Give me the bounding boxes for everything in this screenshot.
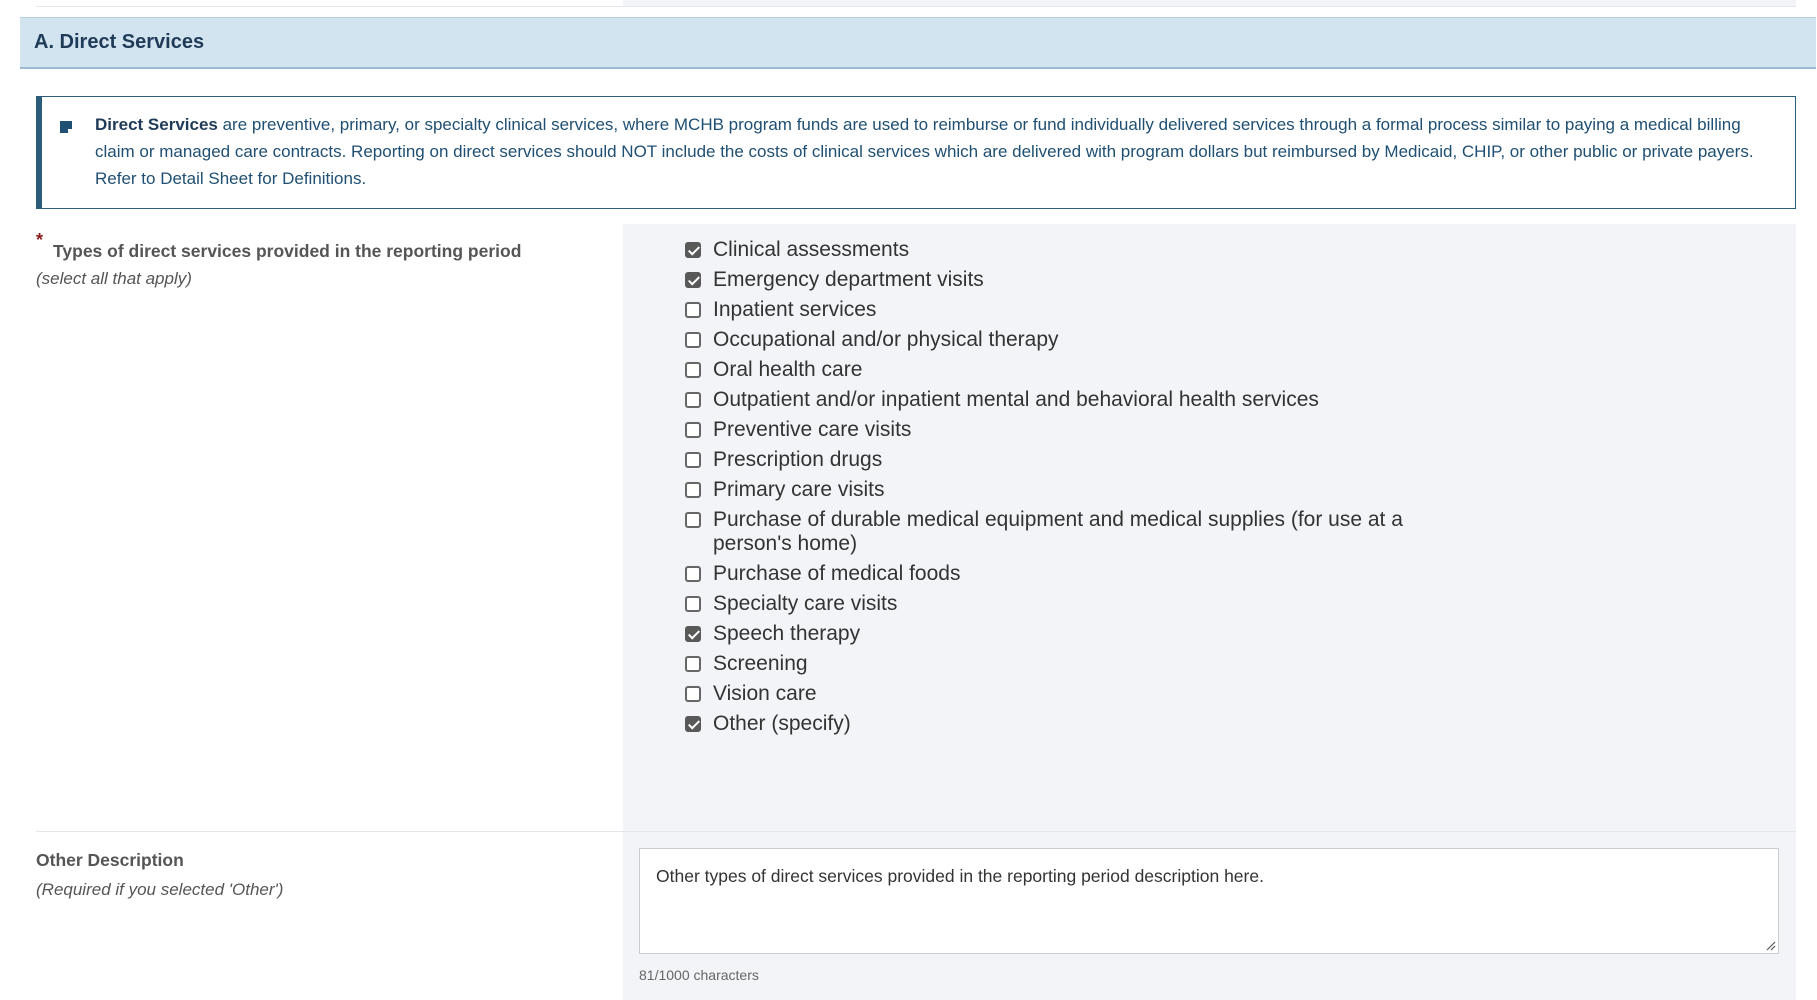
other-input-cell [623, 832, 1796, 1000]
checkbox-unchecked[interactable] [685, 482, 701, 498]
other-description-label: Other Description [36, 850, 184, 870]
section-header [20, 17, 1816, 69]
question-label-cell [36, 224, 623, 831]
section-title: A. Direct Services [34, 31, 205, 53]
info-text [95, 111, 1785, 192]
previous-row-left [36, 0, 623, 7]
checkbox-label: Inpatient services [713, 298, 877, 321]
checkbox-option[interactable] [685, 592, 1445, 616]
direct-services-question [36, 224, 1796, 831]
checkbox-label: Prescription drugs [713, 448, 883, 471]
checkbox-checked[interactable] [685, 242, 701, 258]
checkbox-label: Speech therapy [713, 622, 861, 645]
character-count: 81/1000 characters [639, 967, 759, 983]
checkbox-option[interactable] [685, 478, 1445, 502]
checkbox-option[interactable] [685, 358, 1445, 382]
checkbox-label: Purchase of medical foods [713, 562, 961, 585]
checkbox-option[interactable] [685, 712, 1445, 736]
other-description-row [36, 832, 1796, 1000]
checkbox-unchecked[interactable] [685, 686, 701, 702]
question-hint: (select all that apply) [36, 269, 192, 288]
checkbox-option[interactable] [685, 238, 1445, 262]
checkbox-option[interactable] [685, 328, 1445, 352]
checkbox-option[interactable] [685, 622, 1445, 646]
checkbox-unchecked[interactable] [685, 452, 701, 468]
checkbox-unchecked[interactable] [685, 302, 701, 318]
checkbox-option[interactable] [685, 652, 1445, 676]
checkbox-label: Occupational and/or physical therapy [713, 328, 1059, 351]
checkbox-label: Preventive care visits [713, 418, 912, 441]
previous-row-edge [0, 0, 1817, 10]
checkbox-checked[interactable] [685, 626, 701, 642]
info-callout [36, 96, 1796, 209]
other-description-hint: (Required if you selected 'Other') [36, 880, 284, 899]
resize-grip-icon[interactable] [1764, 939, 1776, 951]
checkbox-label: Vision care [713, 682, 817, 705]
checkbox-label: Oral health care [713, 358, 863, 381]
checkbox-label: Clinical assessments [713, 238, 910, 261]
question-label: Types of direct services provided in the reporting period [53, 241, 522, 261]
checkbox-option[interactable] [685, 562, 1445, 586]
checkbox-label: Emergency department visits [713, 268, 984, 291]
checkbox-unchecked[interactable] [685, 392, 701, 408]
other-description-value: Other types of direct services provided in the reporting period description here. [656, 866, 1264, 886]
checkbox-unchecked[interactable] [685, 656, 701, 672]
checkbox-label: Specialty care visits [713, 592, 898, 615]
checkbox-unchecked[interactable] [685, 596, 701, 612]
checkbox-option[interactable] [685, 448, 1445, 472]
checkbox-label: Other (specify) [713, 712, 851, 735]
checkbox-checked[interactable] [685, 272, 701, 288]
checkbox-unchecked[interactable] [685, 362, 701, 378]
checkbox-option[interactable] [685, 508, 1445, 556]
checkbox-unchecked[interactable] [685, 422, 701, 438]
checkbox-unchecked[interactable] [685, 332, 701, 348]
checkbox-unchecked[interactable] [685, 566, 701, 582]
checkbox-label: Primary care visits [713, 478, 885, 501]
other-description-textarea[interactable] [639, 848, 1779, 954]
checkbox-label: Purchase of durable medical equipment and medical supplies (for use at a person's home) [713, 508, 1403, 555]
checkbox-option[interactable] [685, 418, 1445, 442]
required-marker: * [36, 230, 44, 250]
checkbox-option[interactable] [685, 298, 1445, 322]
previous-row-right [623, 0, 1796, 7]
info-lead: Direct Services [95, 115, 218, 134]
info-body: are preventive, primary, or specialty clinical services, where MCHB program funds are used to reimburse or fund individually delivered services through a formal process similar to paying a medical billing claim or managed care contracts. Reporting on direct services should NOT include the costs of clinical services which are delivered with program dollars but reimbursed by Medicaid, CHIP, or other public or private payers. Refer to Detail Sheet for Definitions. [95, 115, 1754, 188]
checkbox-option[interactable] [685, 388, 1445, 412]
checkbox-list [685, 238, 1445, 742]
note-icon [58, 119, 74, 135]
checkbox-label: Screening [713, 652, 808, 675]
checkbox-option[interactable] [685, 682, 1445, 706]
checkbox-checked[interactable] [685, 716, 701, 732]
checkbox-label: Outpatient and/or inpatient mental and behavioral health services [713, 388, 1319, 411]
other-label-cell [36, 832, 623, 1000]
checkbox-option[interactable] [685, 268, 1445, 292]
question-options-cell [623, 224, 1796, 831]
checkbox-unchecked[interactable] [685, 512, 701, 528]
